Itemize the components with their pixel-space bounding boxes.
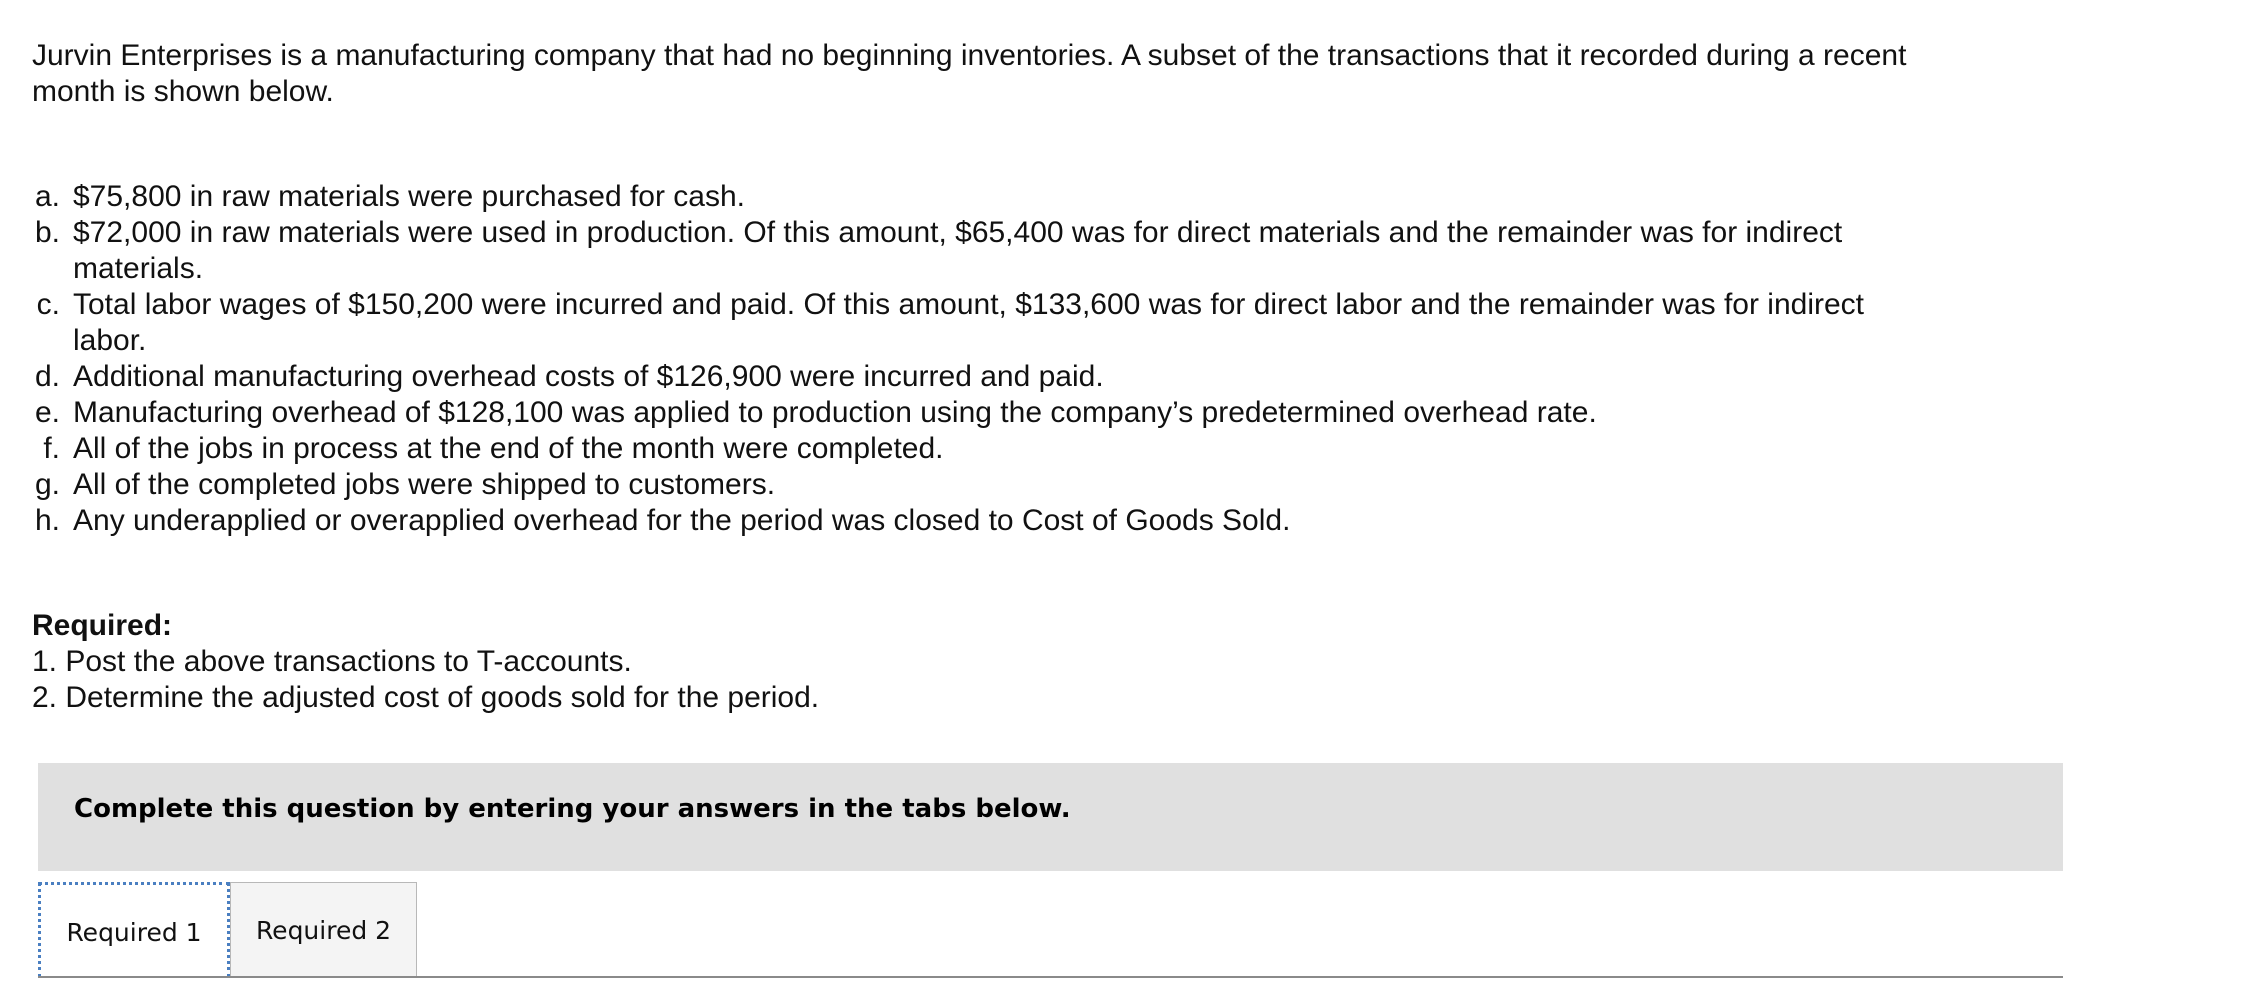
transaction-list xyxy=(32,179,1932,539)
required-item: 2. Determine the adjusted cost of goods sold for the period. xyxy=(32,681,820,714)
instruction-banner xyxy=(38,763,2063,871)
problem-content xyxy=(32,38,2072,714)
transaction-letter: a. xyxy=(34,180,60,213)
transaction-item xyxy=(32,215,1932,287)
instruction-text: Complete this question by entering your answers in the tabs below. xyxy=(74,794,1071,824)
tab-required-1[interactable]: Required 1 xyxy=(38,882,230,978)
transaction-item xyxy=(32,287,1932,359)
transaction-text: Total labor wages of $150,200 were incurred and paid. Of this amount, $133,600 was for direct labor and the remainder was for indirect labor. xyxy=(73,288,1865,357)
transaction-letter: c. xyxy=(36,288,60,321)
transaction-item xyxy=(32,431,1932,467)
transaction-text: $75,800 in raw materials were purchased for cash. xyxy=(73,180,746,213)
transaction-text: Any underapplied or overapplied overhead for the period was closed to Cost of Goods Sold. xyxy=(73,504,1291,537)
problem-intro: Jurvin Enterprises is a manufacturing company that had no beginning inventories. A subset of the transactions that it recorded during a recent month is shown below. xyxy=(32,39,1907,108)
transaction-letter: h. xyxy=(34,504,60,537)
required-heading: Required: xyxy=(32,609,173,642)
transaction-letter: f. xyxy=(43,432,60,465)
required-item: 1. Post the above transactions to T-accounts. xyxy=(32,645,632,678)
transaction-letter: e. xyxy=(34,396,60,429)
transaction-item xyxy=(32,395,1932,431)
transaction-item xyxy=(32,503,1932,539)
transaction-text: All of the completed jobs were shipped to customers. xyxy=(73,468,776,501)
transaction-letter: b. xyxy=(34,216,60,249)
transaction-letter: g. xyxy=(34,468,60,501)
transaction-letter: d. xyxy=(34,360,60,393)
transaction-text: $72,000 in raw materials were used in production. Of this amount, $65,400 was for direct materials and the remainder was for indirect materials. xyxy=(73,216,1843,285)
transaction-text: All of the jobs in process at the end of the month were completed. xyxy=(73,432,944,465)
transaction-item xyxy=(32,359,1932,395)
transaction-item xyxy=(32,179,1932,215)
transaction-text: Manufacturing overhead of $128,100 was applied to production using the company’s predetermined overhead rate. xyxy=(73,396,1597,429)
tab-required-2[interactable]: Required 2 xyxy=(230,882,417,976)
transaction-item xyxy=(32,467,1932,503)
required-section xyxy=(32,608,1432,716)
answer-tabs xyxy=(38,882,2063,978)
transaction-text: Additional manufacturing overhead costs of $126,900 were incurred and paid. xyxy=(73,360,1104,393)
